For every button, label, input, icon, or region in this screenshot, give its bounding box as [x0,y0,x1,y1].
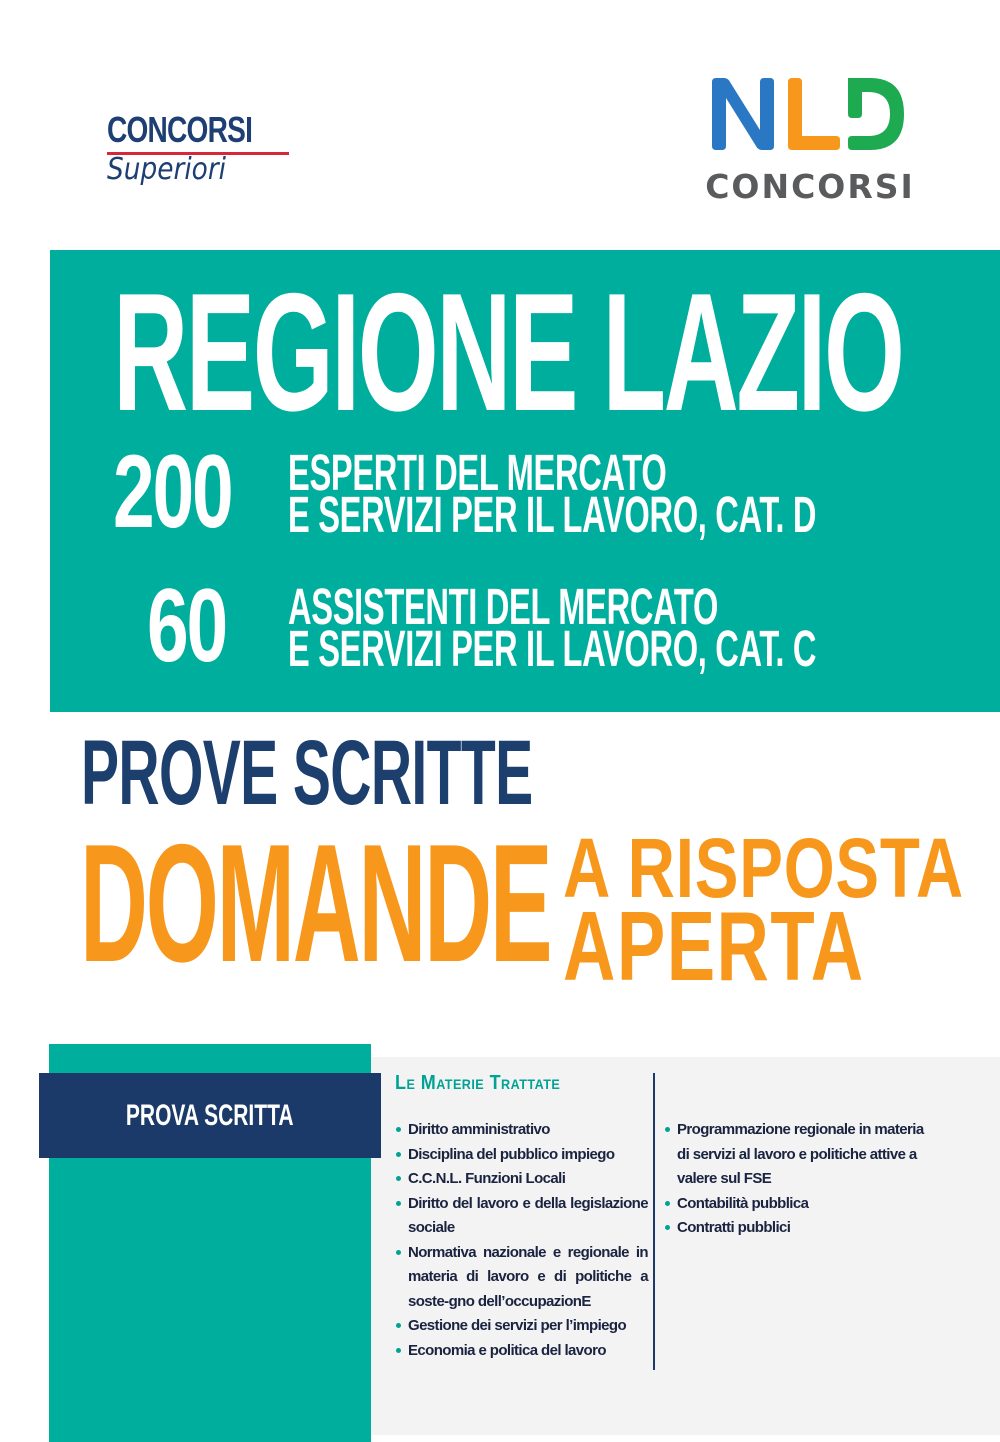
positions-desc-experts-line1: ESPERTI DEL MERCATO [288,444,667,501]
headline-main: DOMANDE [80,809,551,997]
materie-list-column2 [665,1118,925,1241]
materie-list-column1 [396,1118,648,1363]
positions-desc-assistants-line2: E SERVIZI PER IL LAVORO, CAT. C [288,620,817,677]
bullet-icon [396,1348,401,1353]
bullet-icon [665,1225,670,1230]
bullet-icon [396,1250,401,1255]
nld-concorsi-logo [705,74,915,214]
bullet-icon [396,1152,401,1157]
logo-line-concorsi: CONCORSI [107,109,253,150]
bullet-icon [665,1201,670,1206]
column-divider [653,1073,655,1370]
positions-desc-assistants-line1: ASSISTENTI DEL MERCATO [288,578,719,635]
list-item: Normativa nazionale e regionale in materia di lavoro e di politiche a soste-gno dell’occupazionE [396,1241,648,1315]
positions-desc-experts [288,444,817,543]
bullet-icon [665,1127,670,1132]
list-item: Contabilità pubblica [665,1192,925,1217]
list-item: Gestione dei servizi per l’impiego [396,1314,648,1339]
positions-count-assistants: 60 [147,568,226,684]
materie-title: Le Materie Trattate [395,1072,561,1094]
bullet-icon [396,1323,401,1328]
nld-logo-word: CONCORSI [705,167,915,206]
bullet-icon [396,1176,401,1181]
headline-subtitle: PROVE SCRITTE [81,722,533,824]
positions-desc-experts-line2: E SERVIZI PER IL LAVORO, CAT. D [288,486,817,543]
logo-line-superiori: Superiori [107,152,227,187]
prova-scritta-label: PROVA SCRITTA [126,1098,294,1132]
list-item: C.C.N.L. Funzioni Locali [396,1167,648,1192]
list-item: Contratti pubblici [665,1216,925,1241]
nld-letters-icon [708,74,908,154]
list-item: Diritto del lavoro e della legislazione sociale [396,1192,648,1241]
list-item: Disciplina del pubblico impiego [396,1143,648,1168]
bullet-icon [396,1201,401,1206]
bullet-icon [396,1127,401,1132]
positions-desc-assistants [288,578,817,677]
concorsi-superiori-logo [107,109,292,187]
headline-side-line1: A RISPOSTA [563,821,964,915]
banner-title: REGIONE LAZIO [113,258,903,446]
title-banner [50,250,1000,712]
positions-count-experts: 200 [113,434,232,550]
list-item: Diritto amministrativo [396,1118,648,1143]
list-item: Programmazione regionale in materia di servizi al lavoro e politiche attive a valere sul FSE [665,1118,925,1192]
list-item: Economia e politica del lavoro [396,1339,648,1364]
prova-scritta-label-bar [39,1073,381,1158]
headline-side-line2: APERTA [563,891,865,1001]
